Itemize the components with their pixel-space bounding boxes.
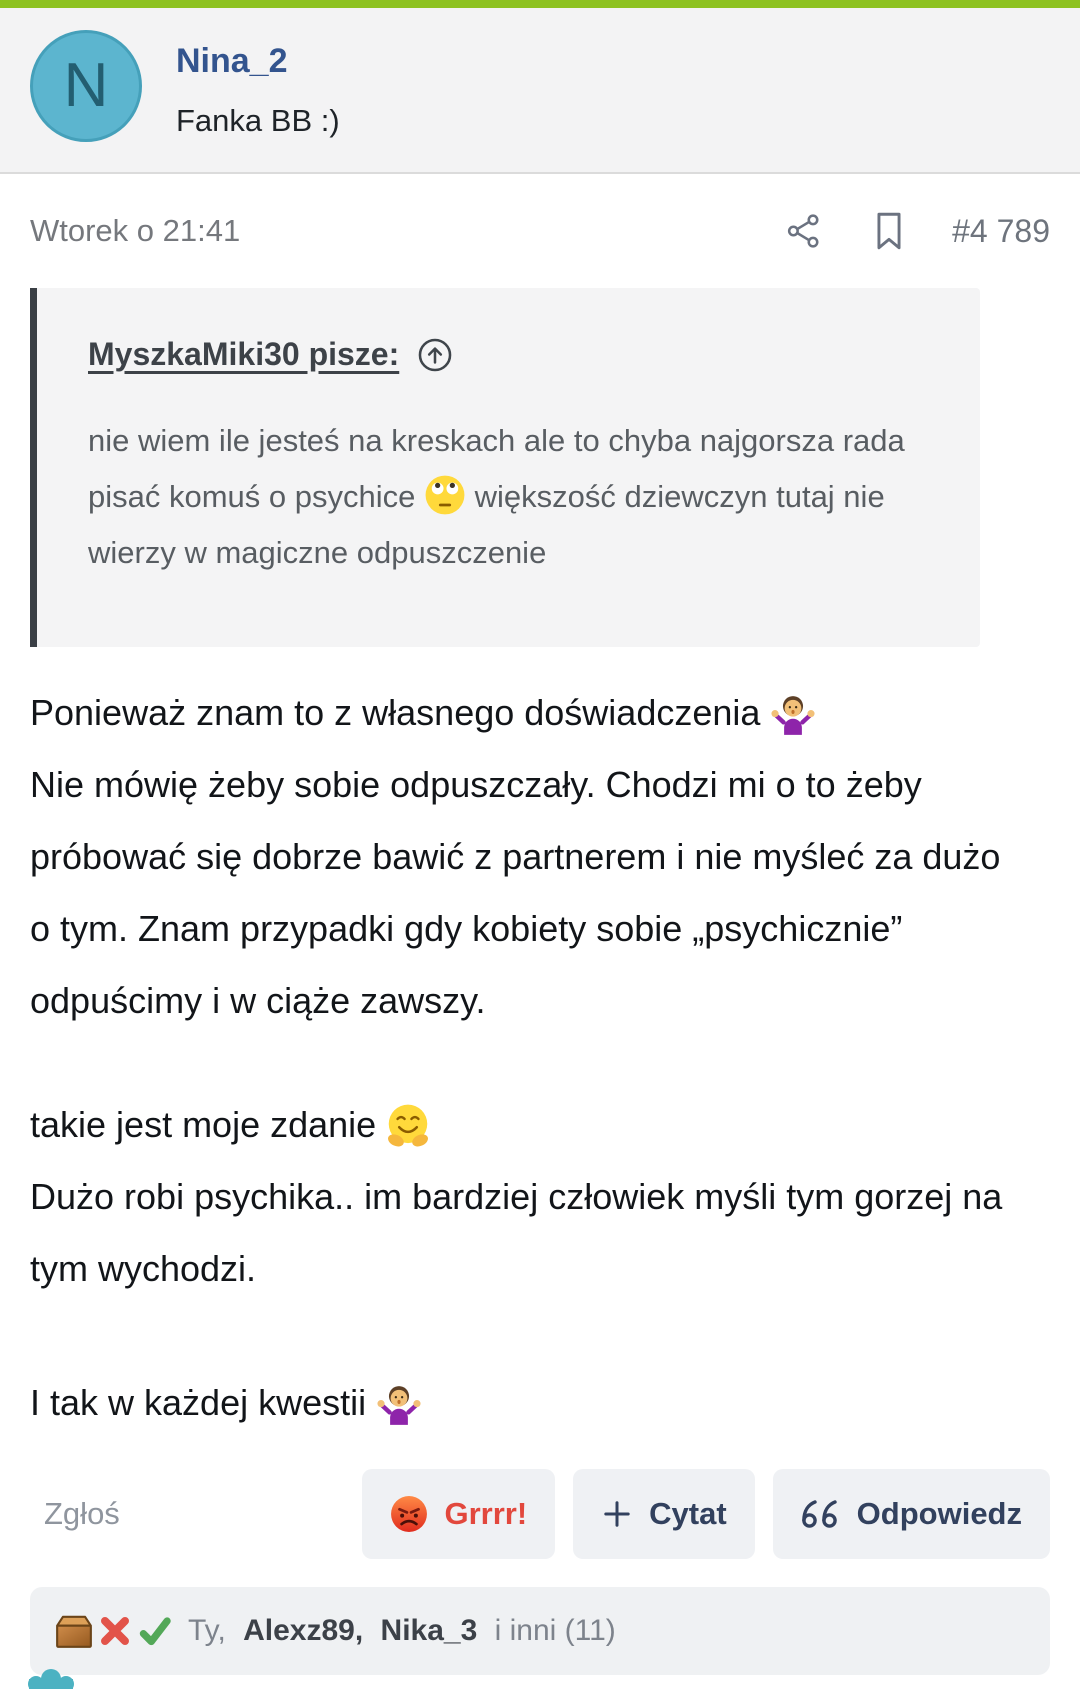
reaction-icons (54, 1612, 176, 1650)
reply-button[interactable] (773, 1469, 1050, 1559)
quote-button[interactable] (573, 1469, 755, 1559)
post-timestamp: Wtorek o 21:41 (30, 213, 241, 248)
paragraph: Dużo robi psychika.. im bardziej człowiek myśli tym gorzej na tym wychodzi. (30, 1176, 1003, 1289)
floating-button-fragment-icon[interactable] (25, 1663, 77, 1689)
angry-face-emoji (390, 1495, 428, 1533)
paragraph (30, 1367, 1020, 1439)
check-mark-emoji (136, 1612, 174, 1650)
package-emoji (54, 1612, 94, 1650)
username-link[interactable]: Nina_2 (176, 42, 288, 80)
action-row (30, 1469, 1050, 1559)
report-link[interactable]: Zgłoś (44, 1496, 120, 1531)
quote-text-part2: większość dziewczyn tutaj nie wierzy w magiczne odpuszczenie (88, 479, 885, 570)
double-quote-icon (801, 1499, 841, 1529)
user-block (176, 30, 340, 139)
reaction-summary-bar[interactable] (30, 1587, 1050, 1675)
rolling-eyes-emoji (424, 474, 466, 516)
woman-shrugging-emoji (376, 1383, 422, 1425)
reply-button-label: Odpowiedz (856, 1496, 1022, 1531)
paragraph (30, 1089, 1020, 1161)
quote-head (88, 336, 940, 373)
arrow-up-circle-icon[interactable] (417, 337, 453, 373)
post-header (0, 8, 1080, 174)
quote-text (88, 413, 938, 581)
avatar[interactable] (30, 30, 142, 142)
reaction-name-2: Nika_3 (380, 1614, 478, 1647)
user-title: Fanka BB :) (176, 103, 340, 138)
paragraph (30, 677, 1020, 749)
bookmark-icon[interactable] (874, 212, 904, 250)
paragraph-text: takie jest moje zdanie (30, 1104, 377, 1145)
post-body (30, 677, 1020, 1439)
quote-author-link[interactable]: MyszkaMiki30 pisze: (88, 336, 400, 372)
reaction-button-label: Grrrr! (444, 1496, 528, 1531)
reaction-others-count: i inni (11) (494, 1614, 616, 1647)
woman-shrugging-emoji (770, 693, 816, 735)
reaction-names (188, 1614, 625, 1648)
share-icon[interactable] (786, 213, 822, 249)
plus-icon (601, 1498, 633, 1530)
reaction-name-you: Ty, (188, 1614, 226, 1647)
post-meta-row (30, 212, 1050, 250)
paragraph-text: I tak w każdej kwestii (30, 1382, 367, 1423)
hugging-face-emoji (386, 1103, 430, 1147)
paragraph-text: Ponieważ znam to z własnego doświadczenia (30, 692, 761, 733)
reaction-name-1: Alexz89, (243, 1614, 364, 1647)
quote-button-label: Cytat (649, 1496, 727, 1531)
top-accent-bar (0, 0, 1080, 8)
avatar-letter: N (63, 51, 109, 120)
quote-block (30, 288, 980, 647)
cross-mark-emoji (96, 1612, 134, 1650)
post-number[interactable]: #4 789 (952, 212, 1050, 249)
reaction-grrrr-button[interactable] (362, 1469, 555, 1559)
paragraph: Nie mówię żeby sobie odpuszczały. Chodzi mi o to żeby próbować się dobrze bawić z partnerem i nie myśleć za dużo o tym. Znam przypadki gdy kobiety sobie „psychicznie” odpuścimy i w ciąże zawszy. (30, 764, 1001, 1021)
quote-text-part1: nie wiem ile jesteś na kreskach ale to chyba najgorsza rada pisać komuś o psychice (88, 423, 905, 514)
